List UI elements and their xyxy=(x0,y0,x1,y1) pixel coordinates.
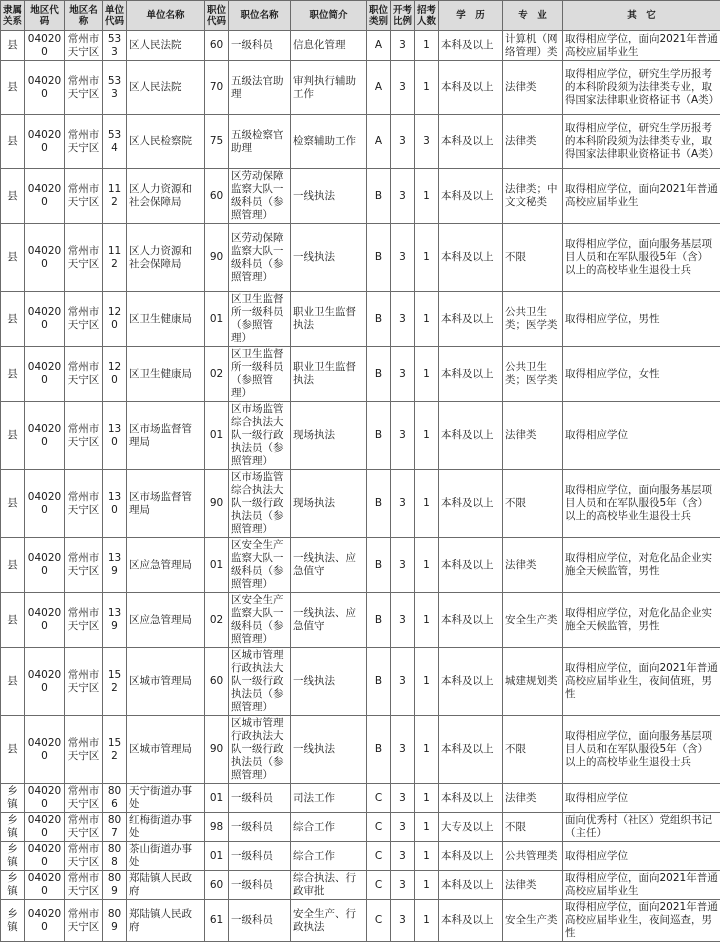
cell-recruit-count: 1 xyxy=(415,169,439,224)
cell-position-category: B xyxy=(367,716,391,784)
cell-position-code: 01 xyxy=(205,784,229,813)
cell-education: 本科及以上 xyxy=(439,31,503,61)
cell-major: 公共卫生类；医学类 xyxy=(503,347,563,402)
cell-exam-ratio: 3 xyxy=(391,813,415,842)
cell-affiliation: 县 xyxy=(1,593,25,648)
cell-other: 取得相应学位，面向2021年普通高校应届毕业生，夜间值班，男性 xyxy=(563,648,720,716)
cell-education: 本科及以上 xyxy=(439,648,503,716)
cell-recruit-count: 1 xyxy=(415,716,439,784)
cell-position-category: C xyxy=(367,842,391,871)
cell-unit-code: 807 xyxy=(103,813,127,842)
cell-recruit-count: 1 xyxy=(415,871,439,900)
cell-region-name: 常州市天宁区 xyxy=(65,784,103,813)
cell-unit-name: 郑陆镇人民政府 xyxy=(127,900,205,942)
cell-position-name: 五级法官助理 xyxy=(229,61,291,115)
cell-position-desc: 综合执法、行政审批 xyxy=(291,871,367,900)
table-row xyxy=(1,784,720,813)
cell-position-code: 98 xyxy=(205,813,229,842)
cell-recruit-count: 1 xyxy=(415,347,439,402)
cell-unit-name: 区城市管理局 xyxy=(127,648,205,716)
cell-unit-name: 区人力资源和社会保障局 xyxy=(127,224,205,292)
cell-education: 本科及以上 xyxy=(439,402,503,470)
header-education: 学 历 xyxy=(439,1,503,31)
cell-recruit-count: 1 xyxy=(415,61,439,115)
cell-region-name: 常州市天宁区 xyxy=(65,871,103,900)
cell-unit-code: 533 xyxy=(103,31,127,61)
cell-position-code: 60 xyxy=(205,31,229,61)
cell-unit-name: 区人力资源和社会保障局 xyxy=(127,169,205,224)
cell-region-name: 常州市天宁区 xyxy=(65,169,103,224)
table-row xyxy=(1,347,720,402)
cell-major: 不限 xyxy=(503,224,563,292)
cell-region-name: 常州市天宁区 xyxy=(65,61,103,115)
cell-major: 法律类 xyxy=(503,115,563,169)
cell-position-name: 一级科员 xyxy=(229,871,291,900)
cell-unit-code: 139 xyxy=(103,593,127,648)
cell-unit-code: 533 xyxy=(103,61,127,115)
cell-region-name: 常州市天宁区 xyxy=(65,347,103,402)
cell-position-code: 01 xyxy=(205,402,229,470)
cell-unit-code: 808 xyxy=(103,842,127,871)
cell-unit-name: 区应急管理局 xyxy=(127,593,205,648)
cell-region-code: 040200 xyxy=(25,470,65,538)
cell-position-name: 一级科员 xyxy=(229,784,291,813)
cell-exam-ratio: 3 xyxy=(391,900,415,942)
cell-unit-name: 茶山街道办事处 xyxy=(127,842,205,871)
table-row xyxy=(1,470,720,538)
table-row xyxy=(1,31,720,61)
cell-other: 取得相应学位，面向2021年普通高校应届毕业生 xyxy=(563,871,720,900)
table-row xyxy=(1,402,720,470)
cell-position-desc: 一线执法 xyxy=(291,224,367,292)
cell-major: 安全生产类 xyxy=(503,900,563,942)
cell-affiliation: 县 xyxy=(1,402,25,470)
cell-position-category: B xyxy=(367,538,391,593)
cell-education: 本科及以上 xyxy=(439,61,503,115)
cell-position-desc: 一线执法、应急值守 xyxy=(291,593,367,648)
cell-exam-ratio: 3 xyxy=(391,224,415,292)
cell-position-name: 区卫生监督所一级科员（参照管理） xyxy=(229,347,291,402)
cell-position-code: 70 xyxy=(205,61,229,115)
cell-unit-code: 152 xyxy=(103,648,127,716)
cell-position-desc: 安全生产、行政执法 xyxy=(291,900,367,942)
cell-region-code: 040200 xyxy=(25,402,65,470)
cell-unit-code: 120 xyxy=(103,292,127,347)
cell-recruit-count: 1 xyxy=(415,842,439,871)
cell-region-name: 常州市天宁区 xyxy=(65,31,103,61)
cell-region-name: 常州市天宁区 xyxy=(65,593,103,648)
cell-region-code: 040200 xyxy=(25,538,65,593)
cell-education: 本科及以上 xyxy=(439,470,503,538)
header-unit-code: 单位代码 xyxy=(103,1,127,31)
cell-affiliation: 县 xyxy=(1,538,25,593)
cell-unit-name: 区市场监督管理局 xyxy=(127,402,205,470)
cell-position-desc: 现场执法 xyxy=(291,402,367,470)
cell-position-name: 区市场监管综合执法大队一级行政执法员（参照管理） xyxy=(229,402,291,470)
cell-affiliation: 县 xyxy=(1,292,25,347)
cell-region-name: 常州市天宁区 xyxy=(65,842,103,871)
header-major: 专 业 xyxy=(503,1,563,31)
cell-unit-code: 809 xyxy=(103,871,127,900)
cell-position-name: 区城市管理行政执法大队一级行政执法员（参照管理） xyxy=(229,648,291,716)
cell-affiliation: 县 xyxy=(1,470,25,538)
cell-position-code: 01 xyxy=(205,842,229,871)
cell-recruit-count: 1 xyxy=(415,813,439,842)
cell-education: 本科及以上 xyxy=(439,538,503,593)
cell-region-code: 040200 xyxy=(25,648,65,716)
table-row xyxy=(1,538,720,593)
cell-affiliation: 乡镇 xyxy=(1,813,25,842)
cell-exam-ratio: 3 xyxy=(391,470,415,538)
cell-education: 本科及以上 xyxy=(439,115,503,169)
cell-affiliation: 县 xyxy=(1,169,25,224)
cell-position-code: 01 xyxy=(205,538,229,593)
cell-position-name: 一级科员 xyxy=(229,842,291,871)
cell-other: 取得相应学位，面向服务基层项目人员和在军队服役5年（含）以上的高校毕业生退役士兵 xyxy=(563,716,720,784)
cell-recruit-count: 1 xyxy=(415,900,439,942)
table-body xyxy=(1,31,720,942)
cell-education: 本科及以上 xyxy=(439,784,503,813)
cell-position-code: 60 xyxy=(205,871,229,900)
cell-unit-code: 112 xyxy=(103,169,127,224)
cell-recruit-count: 1 xyxy=(415,593,439,648)
cell-affiliation: 县 xyxy=(1,347,25,402)
cell-other: 取得相应学位 xyxy=(563,842,720,871)
cell-position-desc: 审判执行辅助工作 xyxy=(291,61,367,115)
cell-position-category: B xyxy=(367,648,391,716)
cell-major: 不限 xyxy=(503,470,563,538)
cell-affiliation: 乡镇 xyxy=(1,871,25,900)
cell-position-desc: 一线执法 xyxy=(291,169,367,224)
cell-major: 不限 xyxy=(503,716,563,784)
cell-unit-name: 区卫生健康局 xyxy=(127,347,205,402)
cell-other: 取得相应学位，男性 xyxy=(563,292,720,347)
cell-position-category: B xyxy=(367,292,391,347)
cell-region-name: 常州市天宁区 xyxy=(65,115,103,169)
cell-recruit-count: 1 xyxy=(415,31,439,61)
cell-exam-ratio: 3 xyxy=(391,115,415,169)
cell-position-desc: 职业卫生监督执法 xyxy=(291,347,367,402)
cell-other: 取得相应学位，面向服务基层项目人员和在军队服役5年（含）以上的高校毕业生退役士兵 xyxy=(563,224,720,292)
cell-major: 法律类 xyxy=(503,402,563,470)
cell-other: 取得相应学位，面向2021年普通高校应届毕业生 xyxy=(563,31,720,61)
header-recruit-count: 招考人数 xyxy=(415,1,439,31)
cell-position-category: B xyxy=(367,169,391,224)
cell-recruit-count: 1 xyxy=(415,292,439,347)
cell-exam-ratio: 3 xyxy=(391,169,415,224)
cell-education: 本科及以上 xyxy=(439,224,503,292)
cell-position-category: B xyxy=(367,347,391,402)
cell-education: 本科及以上 xyxy=(439,871,503,900)
header-position-code: 职位代码 xyxy=(205,1,229,31)
cell-position-desc: 综合工作 xyxy=(291,842,367,871)
cell-exam-ratio: 3 xyxy=(391,61,415,115)
cell-position-name: 区城市管理行政执法大队一级行政执法员（参照管理） xyxy=(229,716,291,784)
cell-position-category: B xyxy=(367,224,391,292)
cell-exam-ratio: 3 xyxy=(391,716,415,784)
cell-unit-code: 112 xyxy=(103,224,127,292)
cell-unit-code: 809 xyxy=(103,900,127,942)
cell-position-category: C xyxy=(367,871,391,900)
cell-other: 取得相应学位，对危化品企业实施全天候监管，男性 xyxy=(563,538,720,593)
cell-unit-code: 534 xyxy=(103,115,127,169)
cell-position-name: 区安全生产监察大队一级科员（参照管理） xyxy=(229,593,291,648)
cell-unit-name: 区城市管理局 xyxy=(127,716,205,784)
header-position-name: 职位名称 xyxy=(229,1,291,31)
cell-education: 本科及以上 xyxy=(439,842,503,871)
cell-region-code: 040200 xyxy=(25,871,65,900)
cell-unit-code: 152 xyxy=(103,716,127,784)
table-row xyxy=(1,900,720,942)
cell-position-category: A xyxy=(367,31,391,61)
cell-exam-ratio: 3 xyxy=(391,648,415,716)
cell-exam-ratio: 3 xyxy=(391,538,415,593)
cell-unit-code: 806 xyxy=(103,784,127,813)
cell-unit-name: 红梅街道办事处 xyxy=(127,813,205,842)
cell-region-code: 040200 xyxy=(25,61,65,115)
cell-unit-name: 天宁街道办事处 xyxy=(127,784,205,813)
cell-unit-code: 130 xyxy=(103,470,127,538)
table-row xyxy=(1,169,720,224)
cell-affiliation: 县 xyxy=(1,224,25,292)
header-unit-name: 单位名称 xyxy=(127,1,205,31)
cell-unit-code: 139 xyxy=(103,538,127,593)
cell-unit-code: 120 xyxy=(103,347,127,402)
cell-major: 安全生产类 xyxy=(503,593,563,648)
table-row xyxy=(1,224,720,292)
cell-exam-ratio: 3 xyxy=(391,871,415,900)
cell-region-name: 常州市天宁区 xyxy=(65,648,103,716)
cell-education: 本科及以上 xyxy=(439,347,503,402)
cell-position-desc: 一线执法 xyxy=(291,716,367,784)
cell-affiliation: 乡镇 xyxy=(1,842,25,871)
cell-exam-ratio: 3 xyxy=(391,593,415,648)
cell-affiliation: 乡镇 xyxy=(1,900,25,942)
cell-position-code: 01 xyxy=(205,292,229,347)
cell-region-name: 常州市天宁区 xyxy=(65,402,103,470)
cell-affiliation: 县 xyxy=(1,61,25,115)
table-row xyxy=(1,593,720,648)
cell-position-desc: 现场执法 xyxy=(291,470,367,538)
cell-other: 取得相应学位，研究生学历报考的本科阶段须为法律类专业，取得国家法律职业资格证书（A类） xyxy=(563,115,720,169)
cell-region-name: 常州市天宁区 xyxy=(65,813,103,842)
cell-position-category: B xyxy=(367,402,391,470)
header-other: 其 它 xyxy=(563,1,720,31)
cell-other: 取得相应学位，面向2021年普通高校应届毕业生，夜间巡查，男性 xyxy=(563,900,720,942)
cell-region-code: 040200 xyxy=(25,784,65,813)
cell-education: 本科及以上 xyxy=(439,593,503,648)
cell-position-category: A xyxy=(367,61,391,115)
cell-recruit-count: 1 xyxy=(415,470,439,538)
table-row xyxy=(1,115,720,169)
cell-unit-name: 区市场监督管理局 xyxy=(127,470,205,538)
cell-major: 法律类 xyxy=(503,871,563,900)
cell-major: 公共卫生类；医学类 xyxy=(503,292,563,347)
table-row xyxy=(1,61,720,115)
cell-position-name: 区卫生监督所一级科员（参照管理） xyxy=(229,292,291,347)
cell-unit-name: 区应急管理局 xyxy=(127,538,205,593)
cell-unit-code: 130 xyxy=(103,402,127,470)
cell-affiliation: 县 xyxy=(1,31,25,61)
cell-position-name: 一级科员 xyxy=(229,813,291,842)
cell-other: 取得相应学位，面向服务基层项目人员和在军队服役5年（含）以上的高校毕业生退役士兵 xyxy=(563,470,720,538)
header-region-code: 地区代码 xyxy=(25,1,65,31)
cell-region-code: 040200 xyxy=(25,593,65,648)
header-exam-ratio: 开考比例 xyxy=(391,1,415,31)
cell-major: 不限 xyxy=(503,813,563,842)
cell-major: 法律类 xyxy=(503,61,563,115)
cell-unit-name: 区人民检察院 xyxy=(127,115,205,169)
cell-education: 本科及以上 xyxy=(439,716,503,784)
header-row xyxy=(1,1,720,31)
header-affiliation: 隶属关系 xyxy=(1,1,25,31)
cell-position-code: 90 xyxy=(205,470,229,538)
cell-position-desc: 司法工作 xyxy=(291,784,367,813)
cell-recruit-count: 1 xyxy=(415,224,439,292)
cell-education: 本科及以上 xyxy=(439,292,503,347)
cell-exam-ratio: 3 xyxy=(391,784,415,813)
cell-position-code: 75 xyxy=(205,115,229,169)
cell-unit-name: 区人民法院 xyxy=(127,61,205,115)
table-row xyxy=(1,813,720,842)
table-row xyxy=(1,716,720,784)
table-row xyxy=(1,842,720,871)
cell-region-name: 常州市天宁区 xyxy=(65,716,103,784)
cell-position-code: 02 xyxy=(205,593,229,648)
cell-other: 面向优秀村（社区）党组织书记（主任） xyxy=(563,813,720,842)
table-row xyxy=(1,871,720,900)
cell-major: 法律类 xyxy=(503,784,563,813)
cell-unit-name: 郑陆镇人民政府 xyxy=(127,871,205,900)
cell-affiliation: 乡镇 xyxy=(1,784,25,813)
cell-position-category: B xyxy=(367,593,391,648)
cell-region-code: 040200 xyxy=(25,347,65,402)
cell-position-desc: 一线执法、应急值守 xyxy=(291,538,367,593)
cell-position-category: C xyxy=(367,784,391,813)
cell-major: 计算机（网络管理）类 xyxy=(503,31,563,61)
cell-major: 法律类 xyxy=(503,538,563,593)
cell-other: 取得相应学位 xyxy=(563,784,720,813)
cell-position-name: 区市场监管综合执法大队一级行政执法员（参照管理） xyxy=(229,470,291,538)
cell-region-name: 常州市天宁区 xyxy=(65,292,103,347)
cell-recruit-count: 1 xyxy=(415,402,439,470)
cell-position-name: 一级科员 xyxy=(229,900,291,942)
cell-position-name: 区安全生产监察大队一级科员（参照管理） xyxy=(229,538,291,593)
cell-position-desc: 一线执法 xyxy=(291,648,367,716)
cell-region-code: 040200 xyxy=(25,813,65,842)
cell-other: 取得相应学位 xyxy=(563,402,720,470)
cell-position-code: 02 xyxy=(205,347,229,402)
cell-region-name: 常州市天宁区 xyxy=(65,900,103,942)
cell-recruit-count: 1 xyxy=(415,538,439,593)
cell-position-code: 90 xyxy=(205,224,229,292)
cell-region-code: 040200 xyxy=(25,115,65,169)
cell-unit-name: 区卫生健康局 xyxy=(127,292,205,347)
cell-recruit-count: 3 xyxy=(415,115,439,169)
cell-position-desc: 职业卫生监督执法 xyxy=(291,292,367,347)
cell-education: 本科及以上 xyxy=(439,169,503,224)
cell-region-code: 040200 xyxy=(25,31,65,61)
header-position-desc: 职位简介 xyxy=(291,1,367,31)
cell-recruit-count: 1 xyxy=(415,784,439,813)
cell-position-category: B xyxy=(367,470,391,538)
cell-other: 取得相应学位，对危化品企业实施全天候监管，男性 xyxy=(563,593,720,648)
cell-region-code: 040200 xyxy=(25,716,65,784)
cell-affiliation: 县 xyxy=(1,716,25,784)
cell-region-code: 040200 xyxy=(25,224,65,292)
cell-major: 公共管理类 xyxy=(503,842,563,871)
cell-position-category: C xyxy=(367,900,391,942)
cell-other: 取得相应学位，研究生学历报考的本科阶段须为法律类专业，取得国家法律职业资格证书（A类） xyxy=(563,61,720,115)
cell-education: 大专及以上 xyxy=(439,813,503,842)
cell-affiliation: 县 xyxy=(1,115,25,169)
cell-position-desc: 信息化管理 xyxy=(291,31,367,61)
cell-exam-ratio: 3 xyxy=(391,31,415,61)
cell-exam-ratio: 3 xyxy=(391,347,415,402)
cell-position-desc: 综合工作 xyxy=(291,813,367,842)
cell-position-category: A xyxy=(367,115,391,169)
cell-exam-ratio: 3 xyxy=(391,292,415,347)
cell-region-code: 040200 xyxy=(25,842,65,871)
cell-position-code: 90 xyxy=(205,716,229,784)
cell-position-category: C xyxy=(367,813,391,842)
cell-position-code: 61 xyxy=(205,900,229,942)
cell-position-code: 60 xyxy=(205,648,229,716)
cell-position-name: 五级检察官助理 xyxy=(229,115,291,169)
cell-position-name: 区劳动保障监察大队一级科员（参照管理） xyxy=(229,169,291,224)
cell-recruit-count: 1 xyxy=(415,648,439,716)
cell-position-name: 区劳动保障监察大队一级科员（参照管理） xyxy=(229,224,291,292)
table-row xyxy=(1,292,720,347)
table-row xyxy=(1,648,720,716)
cell-exam-ratio: 3 xyxy=(391,842,415,871)
cell-position-code: 60 xyxy=(205,169,229,224)
cell-other: 取得相应学位，女性 xyxy=(563,347,720,402)
cell-position-name: 一级科员 xyxy=(229,31,291,61)
cell-region-code: 040200 xyxy=(25,169,65,224)
cell-affiliation: 县 xyxy=(1,648,25,716)
cell-position-desc: 检察辅助工作 xyxy=(291,115,367,169)
cell-major: 城建规划类 xyxy=(503,648,563,716)
cell-exam-ratio: 3 xyxy=(391,402,415,470)
cell-unit-name: 区人民法院 xyxy=(127,31,205,61)
header-position-category: 职位类别 xyxy=(367,1,391,31)
cell-region-code: 040200 xyxy=(25,292,65,347)
cell-major: 法律类；中文文秘类 xyxy=(503,169,563,224)
cell-region-name: 常州市天宁区 xyxy=(65,470,103,538)
cell-region-name: 常州市天宁区 xyxy=(65,224,103,292)
cell-education: 本科及以上 xyxy=(439,900,503,942)
cell-region-name: 常州市天宁区 xyxy=(65,538,103,593)
cell-other: 取得相应学位，面向2021年普通高校应届毕业生 xyxy=(563,169,720,224)
header-region-name: 地区名称 xyxy=(65,1,103,31)
cell-region-code: 040200 xyxy=(25,900,65,942)
